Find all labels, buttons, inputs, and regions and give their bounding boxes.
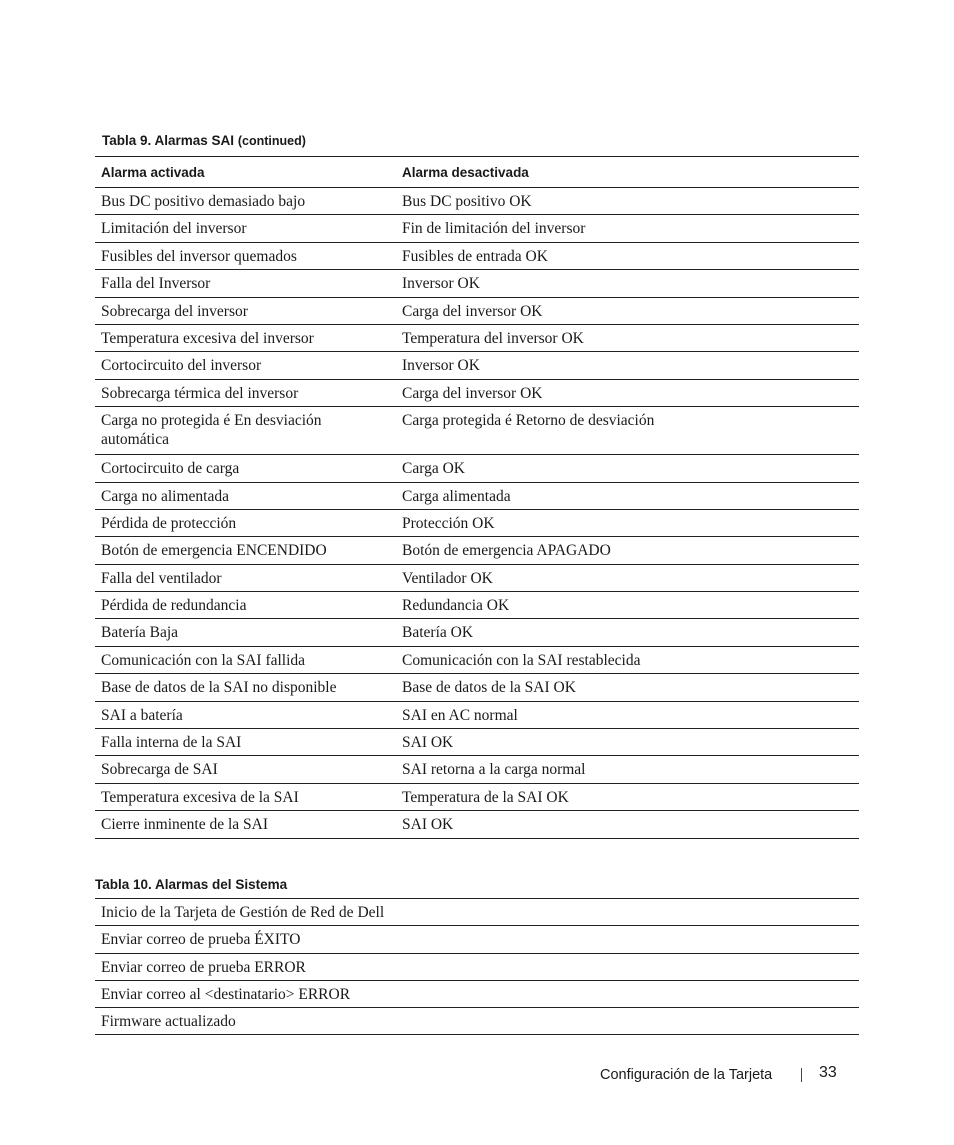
table-row bbox=[95, 646, 859, 673]
table-row bbox=[95, 215, 859, 242]
alarm-deactivated-cell: Temperatura del inversor OK bbox=[402, 329, 584, 347]
table-row bbox=[95, 1008, 859, 1035]
table-row bbox=[95, 701, 859, 728]
alarm-activated-cell: Limitación del inversor bbox=[101, 220, 247, 238]
alarm-activated-cell: Base de datos de la SAI no disponible bbox=[101, 679, 337, 697]
table-row bbox=[95, 270, 859, 297]
alarm-activated-cell: Batería Baja bbox=[101, 624, 179, 642]
alarm-deactivated-cell: Fusibles de entrada OK bbox=[402, 247, 548, 265]
alarm-deactivated-cell: Carga protegida é Retorno de desviación bbox=[402, 412, 655, 430]
table-row bbox=[95, 324, 859, 351]
table-row bbox=[95, 729, 859, 756]
table-row bbox=[95, 188, 859, 215]
alarm-deactivated-cell: Batería OK bbox=[402, 624, 474, 642]
alarm-deactivated-cell: SAI en AC normal bbox=[402, 706, 518, 724]
alarm-activated-cell: Cierre inminente de la SAI bbox=[101, 816, 269, 834]
alarm-activated-cell: Fusibles del inversor quemados bbox=[101, 247, 297, 265]
alarm-activated-cell: Falla del Inversor bbox=[101, 275, 211, 293]
system-alarm-cell: Firmware actualizado bbox=[101, 1013, 236, 1031]
system-alarm-cell: Enviar correo de prueba ERROR bbox=[101, 958, 306, 976]
table-row bbox=[95, 926, 859, 953]
footer-section-title: Configuración de la Tarjeta bbox=[600, 1067, 773, 1083]
column-header-alarm-activated: Alarma activada bbox=[101, 164, 205, 180]
table-row bbox=[95, 455, 859, 482]
alarm-deactivated-cell: SAI retorna a la carga normal bbox=[402, 761, 586, 779]
alarm-activated-cell: Bus DC positivo demasiado bajo bbox=[101, 193, 306, 210]
alarm-activated-cell: Sobrecarga térmica del inversor bbox=[101, 384, 299, 402]
ups-alarms-table bbox=[95, 156, 859, 839]
alarm-deactivated-cell: Bus DC positivo OK bbox=[402, 193, 532, 210]
table-row bbox=[95, 564, 859, 591]
alarm-deactivated-cell: Inversor OK bbox=[402, 357, 480, 375]
table-row bbox=[95, 482, 859, 509]
column-header-alarm-deactivated: Alarma desactivada bbox=[402, 164, 529, 180]
table9-caption bbox=[102, 133, 306, 148]
footer-separator bbox=[801, 1068, 802, 1082]
table-row bbox=[95, 352, 859, 379]
table-row bbox=[95, 811, 859, 838]
alarm-activated-cell: Falla del ventilador bbox=[101, 569, 222, 587]
alarm-deactivated-cell: Inversor OK bbox=[402, 275, 480, 293]
ups-alarms-table-body bbox=[95, 188, 859, 839]
alarm-activated-cell: Carga no alimentada bbox=[101, 487, 229, 505]
alarm-deactivated-cell: Comunicación con la SAI restablecida bbox=[402, 651, 641, 669]
table-row bbox=[95, 242, 859, 269]
alarm-activated-cell: Comunicación con la SAI fallida bbox=[101, 651, 306, 669]
table9-caption-continued: (continued) bbox=[237, 134, 306, 148]
alarm-activated-cell: SAI a batería bbox=[101, 706, 183, 724]
alarm-deactivated-cell: Botón de emergencia APAGADO bbox=[402, 542, 611, 560]
alarm-deactivated-cell: Carga OK bbox=[402, 460, 465, 478]
table-row bbox=[95, 674, 859, 701]
alarm-deactivated-cell: SAI OK bbox=[402, 816, 454, 834]
page-number: 33 bbox=[819, 1064, 837, 1081]
system-alarm-cell: Inicio de la Tarjeta de Gestión de Red de Dell bbox=[101, 904, 385, 921]
alarm-deactivated-cell: Carga alimentada bbox=[402, 487, 511, 505]
table-row bbox=[95, 509, 859, 536]
table-row bbox=[95, 592, 859, 619]
alarm-deactivated-cell: Redundancia OK bbox=[402, 597, 510, 615]
table-row bbox=[95, 537, 859, 564]
table-row bbox=[95, 407, 859, 455]
table10-caption: Tabla 10. Alarmas del Sistema bbox=[95, 877, 288, 892]
table-row bbox=[95, 619, 859, 646]
alarm-activated-cell: Temperatura excesiva del inversor bbox=[101, 329, 314, 347]
alarm-activated-cell: Carga no protegida é En desviación automática bbox=[101, 412, 322, 449]
system-alarms-table-body bbox=[95, 899, 859, 1035]
table-row bbox=[95, 297, 859, 324]
system-alarm-cell: Enviar correo de prueba ÉXITO bbox=[101, 931, 301, 949]
alarm-deactivated-cell: Fin de limitación del inversor bbox=[402, 220, 586, 238]
alarm-deactivated-cell: Base de datos de la SAI OK bbox=[402, 679, 576, 697]
alarm-activated-cell: Falla interna de la SAI bbox=[101, 734, 242, 752]
alarm-deactivated-cell: Ventilador OK bbox=[402, 569, 493, 587]
table9-caption-title: Tabla 9. Alarmas SAI bbox=[102, 133, 235, 148]
system-alarms-table bbox=[95, 898, 859, 1035]
alarm-activated-cell: Sobrecarga de SAI bbox=[101, 761, 218, 779]
alarm-deactivated-cell: SAI OK bbox=[402, 734, 454, 752]
table-row bbox=[95, 980, 859, 1007]
table-row bbox=[95, 953, 859, 980]
alarm-activated-cell: Pérdida de protección bbox=[101, 514, 237, 532]
alarm-deactivated-cell: Temperatura de la SAI OK bbox=[402, 788, 569, 806]
alarm-activated-cell: Cortocircuito de carga bbox=[101, 460, 240, 478]
alarm-activated-cell: Botón de emergencia ENCENDIDO bbox=[101, 542, 327, 560]
page-footer bbox=[600, 1064, 840, 1084]
alarm-deactivated-cell: Carga del inversor OK bbox=[402, 302, 543, 320]
table-header-row bbox=[95, 157, 859, 188]
alarm-activated-cell: Pérdida de redundancia bbox=[101, 597, 247, 615]
alarm-activated-cell: Temperatura excesiva de la SAI bbox=[101, 788, 299, 806]
table-row bbox=[95, 379, 859, 406]
table-row bbox=[95, 783, 859, 810]
system-alarm-cell: Enviar correo al <destinatario> ERROR bbox=[101, 985, 351, 1003]
alarm-activated-cell: Cortocircuito del inversor bbox=[101, 357, 262, 375]
alarm-deactivated-cell: Protección OK bbox=[402, 514, 495, 532]
table-row bbox=[95, 756, 859, 783]
alarm-deactivated-cell: Carga del inversor OK bbox=[402, 384, 543, 402]
alarm-activated-cell: Sobrecarga del inversor bbox=[101, 302, 248, 320]
table-row bbox=[95, 899, 859, 926]
